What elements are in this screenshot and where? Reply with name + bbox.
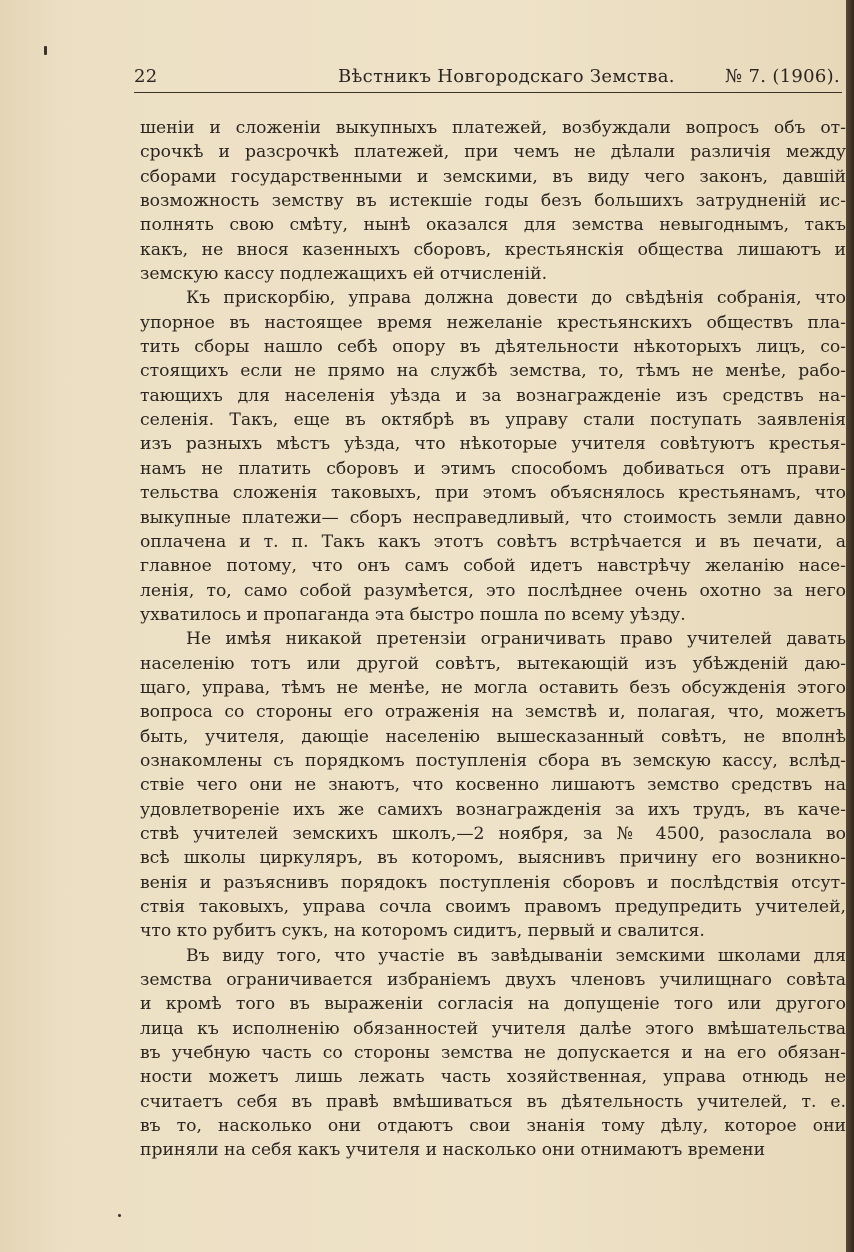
text-line: полнять свою смѣту, нынѣ оказался для земства невыгоднымъ, такъ (140, 215, 846, 236)
text-line: всѣ школы циркуляръ, въ которомъ, выяснивъ причину его возникно- (140, 848, 846, 869)
article-body (140, 116, 846, 1163)
running-header (134, 66, 844, 92)
text-line: главное потому, что онъ самъ собой идетъ навстрѣчу желанію насе- (140, 556, 846, 577)
paragraph (140, 116, 846, 286)
text-line: тающихъ для населенія уѣзда и за вознагражденіе изъ средствъ на- (140, 385, 846, 406)
text-line: земства ограничивается избраніемъ двухъ членовъ училищнаго совѣта (140, 970, 846, 991)
paragraph (140, 944, 846, 1163)
text-line: тельства сложенія таковыхъ, при этомъ объяснялось крестьянамъ, что (140, 483, 846, 504)
page-number: 22 (134, 66, 158, 87)
text-line: какъ, не внося казенныхъ сборовъ, крестьянскія общества лишаютъ и (140, 239, 846, 260)
text-line: выкупные платежи— сборъ несправедливый, что стоимость земли давно (140, 507, 846, 528)
text-line: тить сборы нашло себѣ опору въ дѣятельности нѣкоторыхъ лицъ, со- (140, 337, 846, 358)
journal-title: Вѣстникъ Новгородскаго Земства. (338, 66, 675, 87)
text-line: щаго, управа, тѣмъ не менѣе, не могла оставить безъ обсужденія этого (140, 677, 846, 698)
paragraph (140, 627, 846, 943)
text-line: шеніи и сложеніи выкупныхъ платежей, возбуждали вопросъ объ от- (140, 118, 846, 138)
issue-number: № 7. (1906). (725, 66, 840, 87)
text-line: въ учебную часть со стороны земства не допускается и на его обязан- (140, 1043, 846, 1064)
paragraph (140, 286, 846, 627)
text-line: считаетъ себя въ правѣ вмѣшиваться въ дѣятельность учителей, т. е. (140, 1091, 846, 1112)
text-line: ленія, то, само собой разумѣется, это послѣднее очень охотно за него (140, 580, 846, 601)
text-line: и кромѣ того въ выраженіи согласія на допущеніе того или другого (140, 994, 846, 1015)
text-line: оплачена и т. п. Такъ какъ этотъ совѣтъ встрѣчается и въ печати, а (140, 531, 846, 552)
text-line: намъ не платить сборовъ и этимъ способомъ добиваться отъ прави- (140, 458, 846, 479)
text-line: стоящихъ если не прямо на службѣ земства, то, тѣмъ не менѣе, рабо- (140, 361, 846, 382)
text-line: удовлетвореніе ихъ же самихъ вознагражденія за ихъ трудъ, въ каче- (140, 799, 846, 820)
text-line: Къ прискорбію, управа должна довести до свѣдѣнія собранія, что (186, 288, 846, 309)
text-line: срочкѣ и разсрочкѣ платежей, при чемъ не дѣлали различія между (140, 142, 846, 163)
text-line: венія и разъяснивъ порядокъ поступленія сборовъ и послѣдствія отсут- (140, 872, 846, 893)
text-line: населенію тотъ или другой совѣтъ, вытекающій изъ убѣжденій даю- (140, 653, 846, 674)
text-line: Въ виду того, что участіе въ завѣдываніи земскими школами для (186, 945, 846, 966)
text-line: земскую кассу подлежащихъ ей отчисленій. (140, 264, 548, 285)
text-line: ствіе чего они не знаютъ, что косвенно лишаютъ земство средствъ на (140, 775, 846, 796)
text-line: что кто рубитъ сукъ, на которомъ сидитъ, первый и свалится. (140, 921, 705, 942)
text-line: изъ разныхъ мѣстъ уѣзда, что нѣкоторые учителя совѣтуютъ крестья- (140, 434, 846, 455)
page-edge-shadow (846, 0, 854, 1252)
header-rule (134, 92, 842, 93)
print-speck (44, 46, 47, 55)
text-line: ности можетъ лишь лежать часть хозяйственная, управа отнюдь не (140, 1067, 846, 1088)
text-line: Не имѣя никакой претензіи ограничивать право учителей давать (186, 629, 846, 650)
text-line: упорное въ настоящее время нежеланіе крестьянскихъ обществъ пла- (140, 312, 846, 333)
text-line: селенія. Такъ, еще въ октябрѣ въ управу стали поступать заявленія (140, 410, 846, 431)
text-line: возможность земству въ истекшіе годы безъ большихъ затрудненій ис- (140, 191, 846, 212)
text-line: вопроса со стороны его отраженія на земствѣ и, полагая, что, можетъ (140, 702, 846, 723)
text-line: приняли на себя какъ учителя и насколько они отнимаютъ времени (140, 1140, 766, 1161)
text-line: ствія таковыхъ, управа сочла своимъ правомъ предупредить учителей, (140, 897, 846, 917)
text-line: ознакомлены съ порядкомъ поступленія сбора въ земскую кассу, вслѣд- (140, 750, 846, 771)
text-line: быть, учителя, дающіе населенію вышесказанный совѣтъ, не вполнѣ (140, 726, 846, 747)
text-line: лица къ исполненію обязанностей учителя далѣе этого вмѣшательства (140, 1018, 846, 1039)
text-line: ухватилось и пропаганда эта быстро пошла по всему уѣзду. (140, 604, 686, 625)
text-line: ствѣ учителей земскихъ школъ,—2 ноября, за № 4500, разослала во (140, 823, 846, 844)
print-speck (118, 1214, 121, 1217)
text-line: въ то, насколько они отдаютъ свои знанія тому дѣлу, которое они (140, 1116, 846, 1137)
text-line: сборами государственными и земскими, въ виду чего законъ, давшій (140, 166, 846, 187)
